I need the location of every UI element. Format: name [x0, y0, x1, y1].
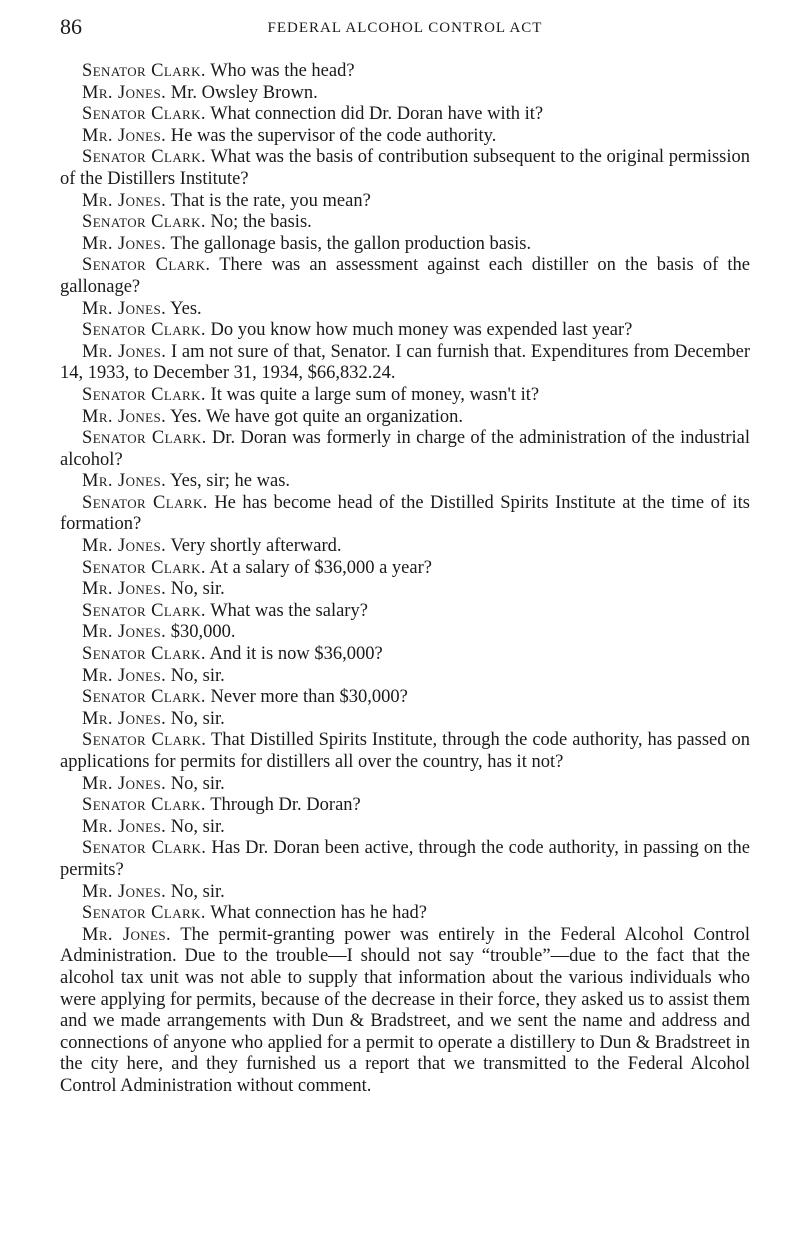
speech-text: Mr. Owsley Brown.: [170, 82, 318, 103]
speech-text: Through Dr. Doran?: [210, 795, 361, 816]
speech-text: No, sir.: [170, 665, 225, 686]
speaker-label: Mr. Jones.: [82, 341, 167, 362]
speaker-label: Mr. Jones.: [82, 816, 167, 837]
speech-text: The permit-granting power was entirely in the Federal Alcohol Control Administration. Due to the trouble—I should not say “trouble”—due to the fact that the alcohol tax unit was not able to supply that information about the various individuals who were applying for permits, because of the decrease in their force, they asked us to assist them and we made arrangements with Dun & Bradstreet, and we sent the name and address and connections of anyone who applied for a permit to operate a distillery to Dun & Bradstreet in the city here, and they furnished us a report that we transmitted to the Federal Alcohol Control Administration without comment.: [60, 924, 750, 1096]
speaker-label: Mr. Jones.: [82, 298, 167, 319]
speech-text: The gallonage basis, the gallon production basis.: [170, 233, 532, 254]
transcript-paragraph: [60, 817, 750, 839]
speaker-label: Senator Clark.: [82, 687, 206, 708]
speaker-label: Senator Clark.: [82, 730, 207, 751]
speech-text: He was the supervisor of the code authority.: [170, 125, 497, 146]
transcript-paragraph: [60, 342, 750, 385]
transcript-paragraph: [60, 601, 750, 623]
transcript-paragraph: [60, 126, 750, 148]
speech-text: What connection has he had?: [210, 903, 427, 924]
speaker-label: Mr. Jones.: [82, 190, 167, 211]
speech-text: Yes.: [170, 298, 202, 319]
speech-text: Very shortly afterward.: [170, 536, 342, 557]
speaker-label: Senator Clark.: [82, 104, 206, 125]
speech-text: Never more than $30,000?: [210, 687, 408, 708]
transcript-paragraph: [60, 709, 750, 731]
transcript-paragraph: [60, 299, 750, 321]
speaker-label: Mr. Jones.: [82, 125, 167, 146]
transcript-paragraph: [60, 147, 750, 190]
speaker-label: Senator Clark.: [82, 600, 206, 621]
page-number: 86: [60, 14, 82, 39]
speaker-label: Mr. Jones.: [82, 471, 167, 492]
speech-text: I am not sure of that, Senator. I can furnish that. Expenditures from December 14, 1933, to December 31, 1934, $66,832.24.: [60, 341, 750, 384]
speech-text: Yes. We have got quite an organization.: [170, 406, 464, 427]
speech-text: What was the basis of contribution subsequent to the original permission of the Distillers Institute?: [60, 147, 750, 189]
transcript-paragraph: [60, 730, 750, 773]
transcript-paragraph: [60, 255, 750, 298]
speaker-label: Senator Clark.: [82, 428, 207, 449]
transcript-paragraph: [60, 104, 750, 126]
transcript-paragraph: [60, 471, 750, 493]
transcript-paragraph: [60, 687, 750, 709]
transcript-paragraph: [60, 320, 750, 342]
transcript-paragraph: [60, 622, 750, 644]
speaker-label: Senator Clark.: [82, 212, 206, 233]
speech-text: Dr. Doran was formerly in charge of the administration of the industrial alcohol?: [60, 428, 751, 470]
transcript-paragraph: [60, 558, 750, 580]
transcript-body: [60, 61, 750, 1098]
speaker-label: Mr. Jones.: [82, 881, 167, 902]
speech-text: Who was the head?: [210, 61, 355, 81]
speaker-label: Mr. Jones.: [82, 536, 167, 557]
speaker-label: Senator Clark.: [82, 384, 206, 405]
transcript-paragraph: [60, 882, 750, 904]
speaker-label: Senator Clark.: [82, 557, 206, 578]
transcript-paragraph: [60, 795, 750, 817]
transcript-paragraph: [60, 83, 750, 105]
transcript-paragraph: [60, 385, 750, 407]
transcript-paragraph: [60, 644, 750, 666]
speaker-label: Mr. Jones.: [82, 233, 167, 254]
speaker-label: Mr. Jones.: [82, 708, 167, 729]
speech-text: What was the salary?: [210, 600, 368, 621]
running-head: FEDERAL ALCOHOL CONTROL ACT: [267, 20, 543, 36]
speaker-label: Senator Clark.: [82, 492, 208, 513]
transcript-paragraph: [60, 536, 750, 558]
speech-text: Yes, sir; he was.: [170, 471, 291, 492]
transcript-paragraph: [60, 428, 750, 471]
speech-text: No, sir.: [170, 579, 225, 600]
speech-text: No, sir.: [170, 816, 225, 837]
speaker-label: Mr. Jones.: [82, 622, 167, 643]
speaker-label: Senator Clark.: [82, 320, 206, 341]
transcript-paragraph: [60, 838, 750, 881]
speech-text: What connection did Dr. Doran have with it?: [210, 104, 544, 125]
speaker-label: Senator Clark.: [82, 903, 206, 924]
speaker-label: Senator Clark.: [82, 795, 206, 816]
transcript-paragraph: [60, 191, 750, 213]
speech-text: That Distilled Spirits Institute, through the code authority, has passed on applications for permits for distillers all over the country, has it not?: [60, 730, 750, 772]
speaker-label: Mr. Jones.: [82, 665, 167, 686]
transcript-paragraph: [60, 666, 750, 688]
speaker-label: Mr. Jones.: [82, 924, 172, 945]
speaker-label: Senator Clark.: [82, 838, 207, 859]
speech-text: At a salary of $36,000 a year?: [209, 557, 432, 578]
transcript-paragraph: [60, 61, 750, 83]
speaker-label: Senator Clark.: [82, 61, 206, 81]
speaker-label: Senator Clark.: [82, 255, 211, 276]
transcript-paragraph: [60, 407, 750, 429]
transcript-paragraph: [60, 234, 750, 256]
speech-text: There was an assessment against each distiller on the basis of the gallonage?: [60, 255, 750, 297]
speech-text: Has Dr. Doran been active, through the code authority, in passing on the permits?: [60, 838, 750, 880]
speaker-label: Mr. Jones.: [82, 82, 167, 103]
speech-text: No, sir.: [170, 773, 225, 794]
transcript-paragraph: [60, 493, 750, 536]
speech-text: No, sir.: [170, 881, 225, 902]
transcript-paragraph: [60, 212, 750, 234]
speaker-label: Mr. Jones.: [82, 406, 167, 427]
page-header: [60, 14, 750, 44]
speaker-label: Mr. Jones.: [82, 579, 167, 600]
speaker-label: Mr. Jones.: [82, 773, 167, 794]
speech-text: It was quite a large sum of money, wasn't it?: [210, 384, 540, 405]
speech-text: No; the basis.: [210, 212, 312, 233]
speech-text: $30,000.: [170, 622, 236, 643]
transcript-paragraph: [60, 903, 750, 925]
speaker-label: Senator Clark.: [82, 147, 207, 168]
transcript-paragraph: [60, 925, 750, 1098]
speech-text: No, sir.: [170, 708, 225, 729]
speech-text: And it is now $36,000?: [209, 644, 383, 665]
speech-text: He has become head of the Distilled Spirits Institute at the time of its formation?: [60, 492, 750, 535]
speech-text: That is the rate, you mean?: [170, 190, 371, 211]
speaker-label: Senator Clark.: [82, 644, 206, 665]
transcript-paragraph: [60, 774, 750, 796]
speech-text: Do you know how much money was expended last year?: [210, 320, 633, 341]
transcript-paragraph: [60, 579, 750, 601]
